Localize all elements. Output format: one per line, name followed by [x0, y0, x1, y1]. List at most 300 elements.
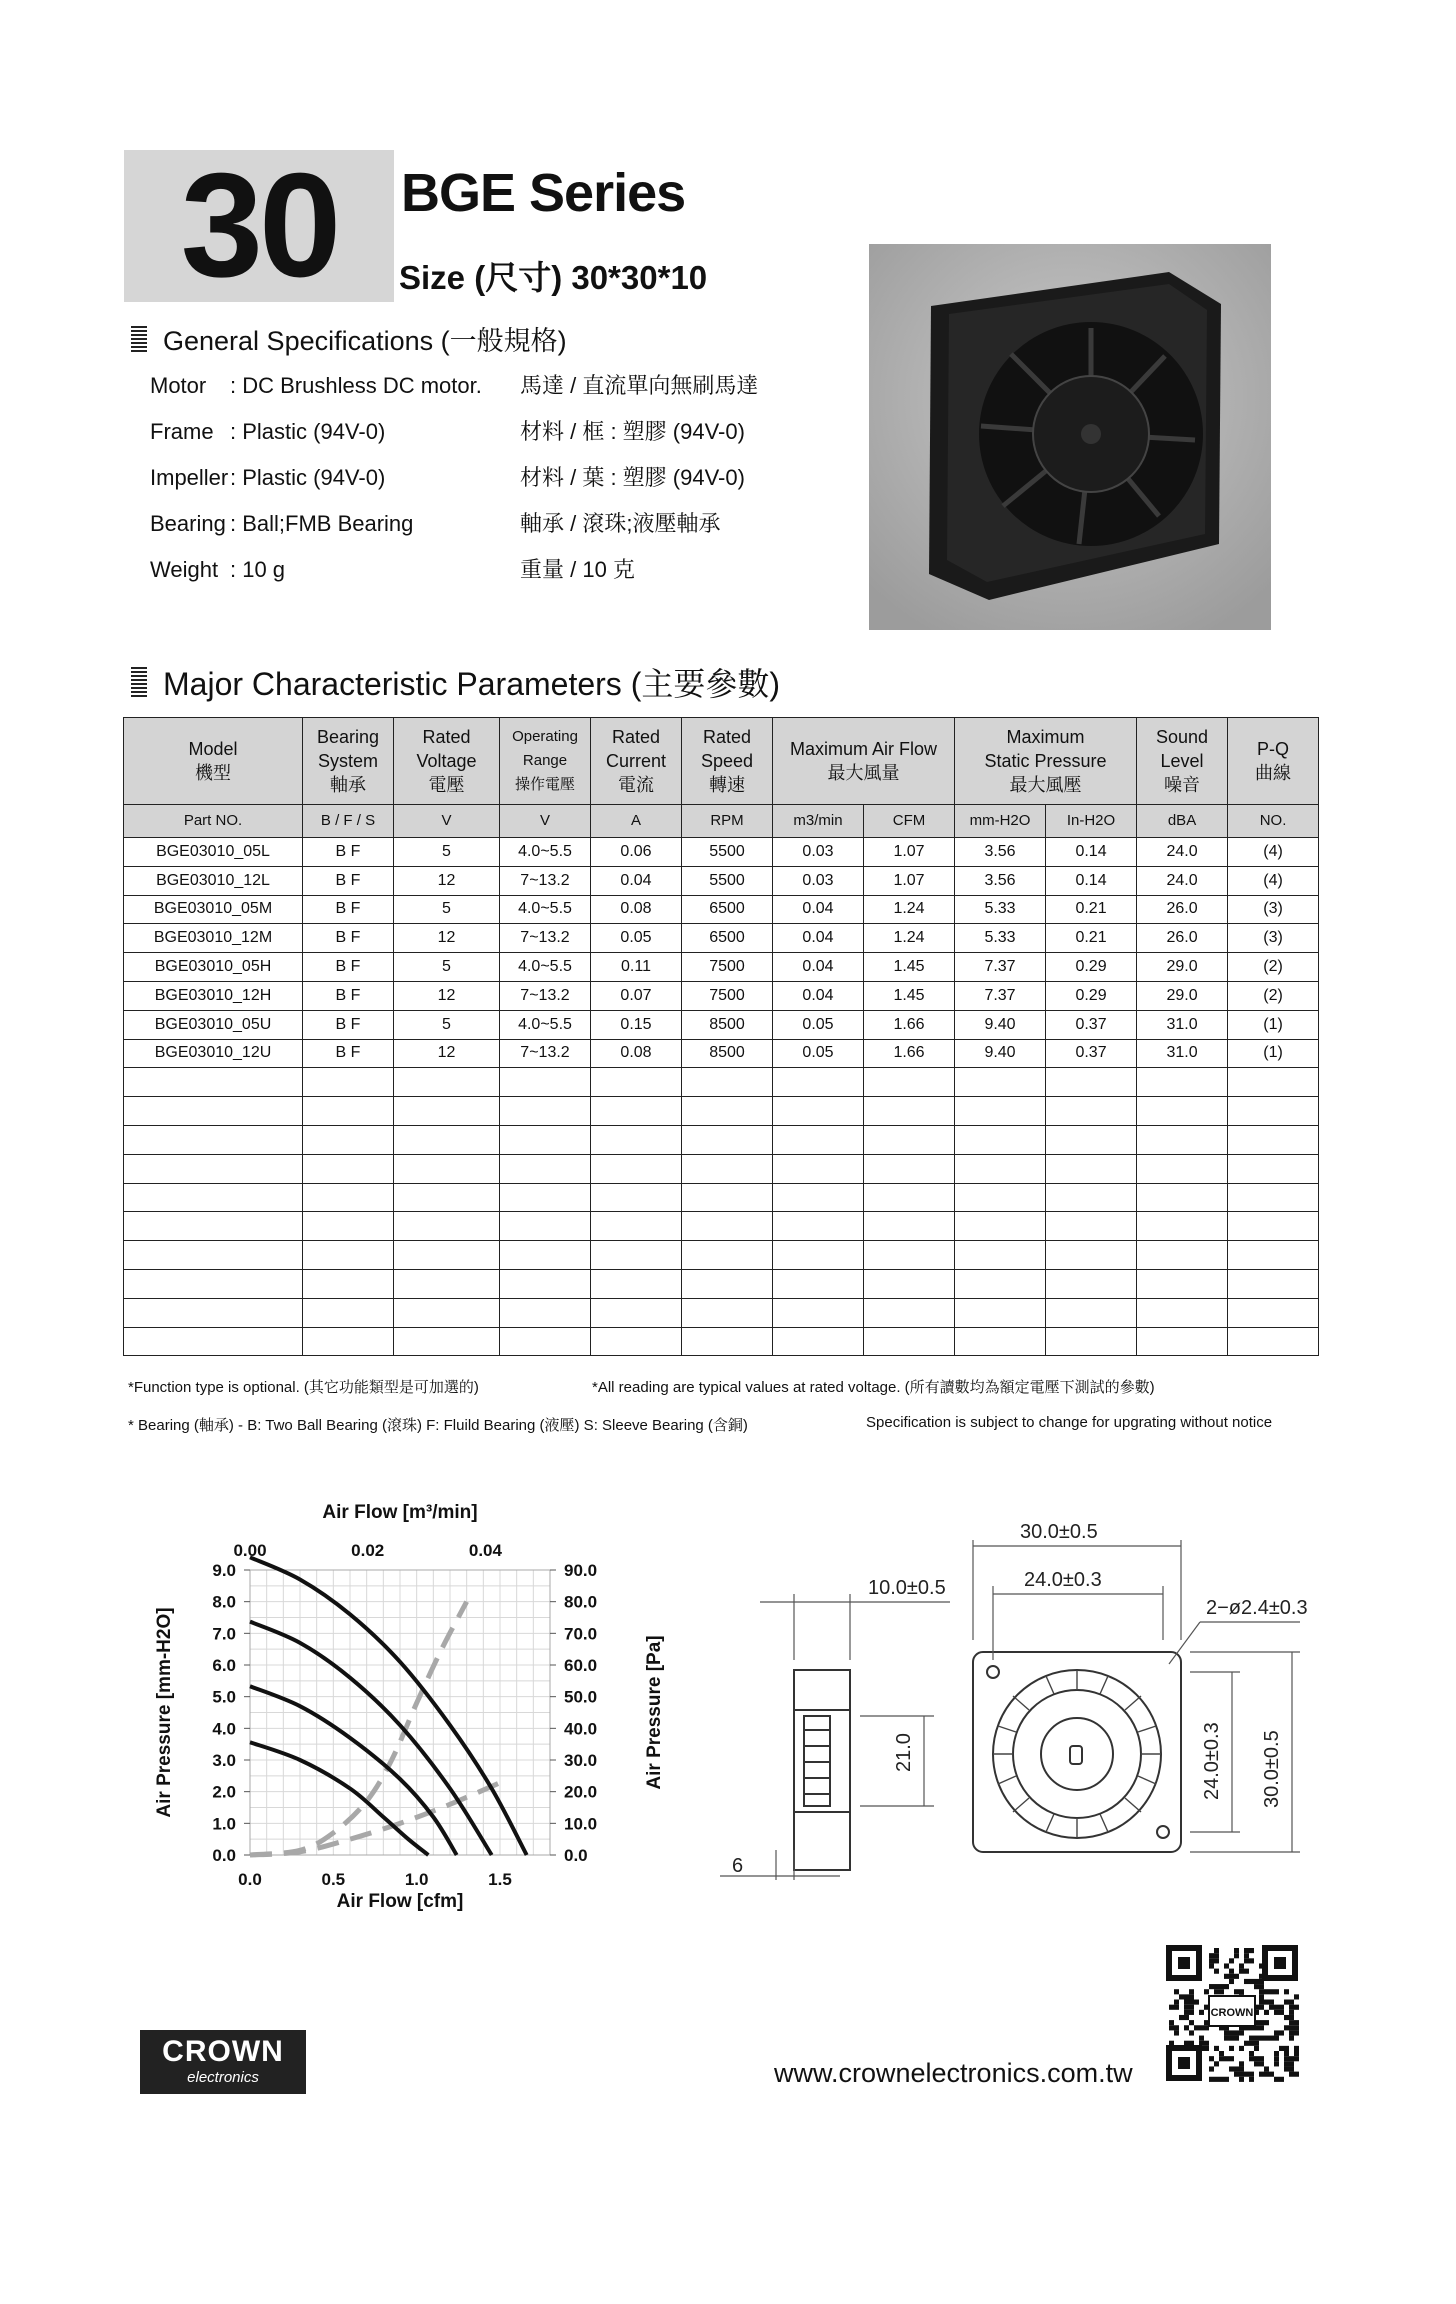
y-tick-label: 8.0 — [212, 1592, 236, 1612]
qr-module — [1294, 2005, 1299, 2010]
empty-cell — [500, 1068, 591, 1097]
section-bullet-icon — [131, 667, 147, 699]
top-tick-label: 0.02 — [351, 1541, 385, 1560]
table-cell: 5 — [394, 1010, 500, 1039]
qr-module — [1189, 1989, 1194, 1994]
qr-module — [1284, 2046, 1289, 2051]
empty-cell — [955, 1068, 1046, 1097]
qr-module — [1269, 2072, 1274, 2077]
qr-module — [1199, 2025, 1204, 2030]
empty-cell — [1228, 1212, 1319, 1241]
table-cell: 5500 — [682, 838, 773, 867]
empty-cell — [303, 1327, 394, 1356]
table-cell: (4) — [1228, 838, 1319, 867]
qr-module — [1214, 1958, 1219, 1963]
empty-cell — [1046, 1097, 1137, 1126]
empty-cell — [303, 1125, 394, 1154]
qr-module — [1259, 2061, 1264, 2066]
qr-module — [1209, 1958, 1214, 1963]
empty-cell — [591, 1125, 682, 1154]
qr-module — [1274, 2036, 1279, 2041]
table-cell: 0.37 — [1046, 1010, 1137, 1039]
y2-axis-label: Air Pressure [Pa] — [644, 1635, 665, 1790]
table-cell: 7~13.2 — [500, 1039, 591, 1068]
qr-label: CROWN — [1210, 2007, 1254, 2019]
qr-module — [1239, 2061, 1244, 2066]
qr-module — [1184, 2015, 1189, 2020]
qr-module — [1279, 2077, 1284, 2082]
y-tick-label: 4.0 — [212, 1719, 236, 1739]
qr-module — [1274, 2056, 1279, 2061]
table-cell: 24.0 — [1137, 866, 1228, 895]
table-cell: 5 — [394, 953, 500, 982]
qr-module — [1274, 2030, 1279, 2035]
table-cell: 5.33 — [955, 924, 1046, 953]
size-number: 30 — [180, 143, 338, 308]
table-cell: 1.24 — [864, 924, 955, 953]
qr-module — [1184, 2010, 1189, 2015]
table-cell: 4.0~5.5 — [500, 895, 591, 924]
table-row — [124, 1010, 1319, 1039]
qr-module — [1264, 2020, 1269, 2025]
empty-cell — [124, 1183, 303, 1212]
table-cell: 0.14 — [1046, 866, 1137, 895]
empty-cell — [1046, 1125, 1137, 1154]
empty-cell — [1228, 1097, 1319, 1126]
empty-table-row — [124, 1269, 1319, 1298]
y-tick-label: 7.0 — [212, 1624, 236, 1644]
qr-module — [1259, 2072, 1264, 2077]
empty-cell — [1137, 1068, 1228, 1097]
qr-module — [1259, 2020, 1264, 2025]
table-row — [124, 838, 1319, 867]
qr-module — [1234, 2072, 1239, 2077]
empty-cell — [500, 1097, 591, 1126]
table-cell: 0.04 — [773, 981, 864, 1010]
empty-cell — [394, 1097, 500, 1126]
empty-cell — [773, 1154, 864, 1183]
empty-cell — [591, 1327, 682, 1356]
qr-module — [1289, 2036, 1294, 2041]
table-cell: 26.0 — [1137, 895, 1228, 924]
table-cell: BGE03010_05L — [124, 838, 303, 867]
qr-module — [1219, 1989, 1224, 1994]
table-cell: 7~13.2 — [500, 924, 591, 953]
table-cell: 6500 — [682, 924, 773, 953]
empty-cell — [394, 1183, 500, 1212]
empty-cell — [591, 1241, 682, 1270]
table-cell: 1.45 — [864, 981, 955, 1010]
empty-cell — [500, 1298, 591, 1327]
empty-cell — [394, 1241, 500, 1270]
empty-cell — [124, 1269, 303, 1298]
qr-module — [1269, 2036, 1274, 2041]
table-cell: (2) — [1228, 981, 1319, 1010]
empty-cell — [773, 1269, 864, 1298]
table-cell: 0.06 — [591, 838, 682, 867]
qr-module — [1264, 2036, 1269, 2041]
empty-cell — [303, 1097, 394, 1126]
qr-module — [1269, 2000, 1274, 2005]
qr-code-icon[interactable] — [1165, 1944, 1299, 2082]
qr-module — [1294, 1994, 1299, 1999]
table-row — [124, 924, 1319, 953]
table-row — [124, 1039, 1319, 1068]
empty-cell — [124, 1327, 303, 1356]
table-cell: 0.05 — [591, 924, 682, 953]
qr-module — [1249, 2051, 1254, 2056]
qr-module — [1219, 2077, 1224, 2082]
empty-cell — [1228, 1241, 1319, 1270]
qr-module — [1229, 1969, 1234, 1974]
table-cell: 4.0~5.5 — [500, 953, 591, 982]
qr-module — [1279, 2010, 1284, 2015]
qr-module — [1194, 2025, 1199, 2030]
table-cell: 8500 — [682, 1010, 773, 1039]
qr-module — [1274, 2051, 1279, 2056]
qr-module — [1239, 1989, 1244, 1994]
qr-module — [1184, 2000, 1189, 2005]
qr-module — [1274, 1989, 1279, 1994]
empty-cell — [303, 1241, 394, 1270]
qr-module — [1209, 2066, 1214, 2071]
qr-module — [1214, 1989, 1219, 1994]
table-cell: 0.21 — [1046, 895, 1137, 924]
dim-side: 6 — [732, 1855, 744, 1877]
website-link[interactable]: www.crownelectronics.com.tw — [774, 2058, 1133, 2088]
empty-cell — [864, 1298, 955, 1327]
spec-row-motor: Motor : DC Brushless DC motor. 馬達 / 直流單向無刷馬達 — [150, 373, 759, 398]
dim-outlet: 21.0 — [893, 1733, 915, 1772]
qr-module — [1284, 2066, 1289, 2071]
table-cell: 7.37 — [955, 981, 1046, 1010]
qr-module — [1184, 1994, 1189, 1999]
qr-module — [1234, 2030, 1239, 2035]
general-spec-heading: General Specifications (一般規格) — [131, 319, 567, 358]
qr-module — [1224, 1984, 1229, 1989]
empty-cell — [682, 1212, 773, 1241]
empty-cell — [500, 1327, 591, 1356]
qr-module — [1289, 2061, 1294, 2066]
qr-module — [1249, 2041, 1254, 2046]
col-voltage: Rated Voltage 電壓 — [394, 718, 500, 805]
table-cell: 31.0 — [1137, 1010, 1228, 1039]
y-tick-label: 6.0 — [212, 1656, 236, 1675]
table-cell: 7~13.2 — [500, 866, 591, 895]
table-cell: 31.0 — [1137, 1039, 1228, 1068]
qr-module — [1244, 1969, 1249, 1974]
y-tick-label: 0.0 — [212, 1846, 236, 1865]
y2-tick-label: 90.0 — [564, 1561, 598, 1580]
qr-module — [1274, 2005, 1279, 2010]
qr-module — [1234, 1974, 1239, 1979]
qr-module — [1219, 1984, 1224, 1989]
table-cell: 0.11 — [591, 953, 682, 982]
qr-module — [1274, 2077, 1279, 2082]
qr-module — [1234, 1953, 1239, 1958]
empty-cell — [1137, 1183, 1228, 1212]
qr-module — [1234, 2066, 1239, 2071]
qr-module — [1289, 2015, 1294, 2020]
empty-cell — [1137, 1327, 1228, 1356]
y-tick-label: 2.0 — [212, 1782, 236, 1802]
qr-module — [1254, 2061, 1259, 2066]
qr-module — [1234, 2036, 1239, 2041]
qr-module — [1249, 2056, 1254, 2061]
top-tick-label: 0.00 — [233, 1541, 267, 1560]
qr-module — [1204, 2041, 1209, 2046]
qr-module — [1294, 2030, 1299, 2035]
table-row — [124, 895, 1319, 924]
bearing-note: * Bearing (軸承) - B: Two Ball Bearing (滾珠) F: Fluild Bearing (液壓) S: Sleeve Bearing (含銅) — [128, 1417, 748, 1434]
empty-cell — [773, 1241, 864, 1270]
qr-module — [1169, 2005, 1174, 2010]
empty-cell — [864, 1097, 955, 1126]
empty-cell — [303, 1068, 394, 1097]
empty-cell — [1046, 1183, 1137, 1212]
empty-cell — [500, 1269, 591, 1298]
qr-module — [1264, 2000, 1269, 2005]
qr-module — [1284, 1989, 1289, 1994]
qr-module — [1284, 2000, 1289, 2005]
qr-module — [1249, 1948, 1254, 1953]
empty-cell — [864, 1327, 955, 1356]
empty-table-row — [124, 1212, 1319, 1241]
table-cell: 7500 — [682, 953, 773, 982]
qr-module — [1189, 1994, 1194, 1999]
spec-row-impeller: Impeller : Plastic (94V-0) 材料 / 葉 : 塑膠 (94V-0) — [150, 465, 745, 490]
qr-module — [1209, 2077, 1214, 2082]
table-cell: 7.37 — [955, 953, 1046, 982]
qr-module — [1254, 1979, 1259, 1984]
qr-module — [1259, 1984, 1264, 1989]
table-cell: B F — [303, 1039, 394, 1068]
qr-module — [1229, 2046, 1234, 2051]
empty-cell — [591, 1269, 682, 1298]
table-cell: B F — [303, 1010, 394, 1039]
empty-cell — [773, 1298, 864, 1327]
qr-module — [1244, 1953, 1249, 1958]
empty-cell — [1228, 1154, 1319, 1183]
empty-cell — [955, 1154, 1046, 1183]
empty-cell — [682, 1097, 773, 1126]
pq-chart — [140, 1470, 700, 1940]
table-cell: B F — [303, 953, 394, 982]
table-cell: BGE03010_12H — [124, 981, 303, 1010]
qr-module — [1199, 2036, 1204, 2041]
x-tick-label: 1.5 — [488, 1870, 512, 1889]
table-cell: 0.04 — [773, 895, 864, 924]
qr-module — [1254, 2041, 1259, 2046]
table-cell: (1) — [1228, 1010, 1319, 1039]
y2-tick-label: 60.0 — [564, 1656, 598, 1675]
table-cell: 6500 — [682, 895, 773, 924]
table-cell: (3) — [1228, 924, 1319, 953]
col-speed: Rated Speed 轉速 — [682, 718, 773, 805]
empty-cell — [955, 1125, 1046, 1154]
pq-series-line — [250, 1622, 492, 1855]
qr-module — [1239, 2066, 1244, 2071]
table-cell: B F — [303, 924, 394, 953]
empty-cell — [1046, 1154, 1137, 1183]
qr-module — [1239, 1969, 1244, 1974]
table-cell: B F — [303, 866, 394, 895]
qr-module — [1294, 2025, 1299, 2030]
table-cell: 5.33 — [955, 895, 1046, 924]
table-cell: BGE03010_05H — [124, 953, 303, 982]
table-cell: BGE03010_05U — [124, 1010, 303, 1039]
empty-table-row — [124, 1154, 1319, 1183]
qr-module — [1214, 1953, 1219, 1958]
table-cell: 4.0~5.5 — [500, 838, 591, 867]
empty-cell — [591, 1212, 682, 1241]
col-current: Rated Current 電流 — [591, 718, 682, 805]
y-axis-label: Air Pressure [mm-H2O] — [154, 1607, 175, 1818]
qr-module — [1244, 2072, 1249, 2077]
y2-tick-label: 0.0 — [564, 1846, 588, 1865]
empty-cell — [1137, 1125, 1228, 1154]
qr-module — [1239, 2072, 1244, 2077]
empty-cell — [500, 1125, 591, 1154]
empty-cell — [394, 1327, 500, 1356]
qr-module — [1214, 2046, 1219, 2051]
empty-cell — [1228, 1125, 1319, 1154]
dim-hole-spacing: 24.0±0.3 — [1024, 1569, 1102, 1591]
table-cell: 12 — [394, 981, 500, 1010]
y2-tick-label: 40.0 — [564, 1719, 598, 1739]
x-tick-label: 0.0 — [238, 1870, 262, 1889]
qr-module — [1229, 2036, 1234, 2041]
empty-cell — [1137, 1212, 1228, 1241]
table-cell: 1.66 — [864, 1039, 955, 1068]
empty-cell — [682, 1068, 773, 1097]
series-title: BGE Series — [401, 163, 686, 223]
qr-module — [1209, 1963, 1214, 1968]
empty-cell — [1046, 1327, 1137, 1356]
qr-module — [1259, 2005, 1264, 2010]
table-cell: 0.04 — [773, 953, 864, 982]
qr-module — [1189, 2000, 1194, 2005]
empty-cell — [394, 1269, 500, 1298]
qr-module — [1279, 2005, 1284, 2010]
qr-module — [1229, 1958, 1234, 1963]
empty-cell — [864, 1269, 955, 1298]
qr-module — [1179, 1994, 1184, 1999]
qr-module — [1174, 2025, 1179, 2030]
qr-module — [1244, 1979, 1249, 1984]
qr-module — [1224, 1974, 1229, 1979]
empty-cell — [394, 1068, 500, 1097]
table-cell: 3.56 — [955, 866, 1046, 895]
empty-table-row — [124, 1097, 1319, 1126]
empty-cell — [1046, 1298, 1137, 1327]
empty-cell — [864, 1125, 955, 1154]
qr-module — [1289, 2066, 1294, 2071]
table-cell: BGE03010_12L — [124, 866, 303, 895]
table-cell: 0.21 — [1046, 924, 1137, 953]
qr-module — [1289, 2072, 1294, 2077]
table-cell: 7~13.2 — [500, 981, 591, 1010]
empty-cell — [955, 1097, 1046, 1126]
empty-cell — [500, 1154, 591, 1183]
col-airflow: Maximum Air Flow 最大風量 — [773, 718, 955, 805]
qr-module — [1179, 2015, 1184, 2020]
qr-module — [1249, 2072, 1254, 2077]
qr-module — [1224, 2056, 1229, 2061]
qr-module — [1214, 1969, 1219, 1974]
table-cell: 8500 — [682, 1039, 773, 1068]
section-bullet-icon — [131, 326, 147, 354]
table-cell: 5500 — [682, 866, 773, 895]
empty-cell — [303, 1298, 394, 1327]
table-cell: 26.0 — [1137, 924, 1228, 953]
col-bearing: Bearing System 軸承 — [303, 718, 394, 805]
qr-module — [1294, 2046, 1299, 2051]
empty-cell — [124, 1097, 303, 1126]
qr-module — [1264, 1989, 1269, 1994]
empty-cell — [955, 1269, 1046, 1298]
empty-cell — [682, 1125, 773, 1154]
table-cell: 0.03 — [773, 838, 864, 867]
empty-cell — [1228, 1068, 1319, 1097]
qr-module — [1174, 2030, 1179, 2035]
empty-cell — [124, 1241, 303, 1270]
empty-cell — [394, 1125, 500, 1154]
empty-cell — [773, 1327, 864, 1356]
empty-cell — [682, 1154, 773, 1183]
qr-module — [1229, 2056, 1234, 2061]
mount-hole-bottom — [1157, 1826, 1169, 1838]
dimension-drawing — [720, 1510, 1320, 1880]
col-pq: P-Q 曲線 — [1228, 718, 1319, 805]
qr-module — [1264, 2072, 1269, 2077]
table-cell: 0.07 — [591, 981, 682, 1010]
qr-module — [1289, 2000, 1294, 2005]
table-cell: 0.08 — [591, 895, 682, 924]
table-row — [124, 981, 1319, 1010]
empty-cell — [303, 1183, 394, 1212]
empty-cell — [394, 1212, 500, 1241]
table-cell: BGE03010_12M — [124, 924, 303, 953]
qr-module — [1184, 2005, 1189, 2010]
qr-module — [1214, 2061, 1219, 2066]
empty-cell — [773, 1125, 864, 1154]
y-tick-label: 5.0 — [212, 1687, 236, 1707]
qr-module — [1244, 1948, 1249, 1953]
y2-tick-label: 20.0 — [564, 1782, 598, 1802]
qr-module — [1259, 2056, 1264, 2061]
qr-module — [1239, 1963, 1244, 1968]
table-unit-row: Part NO. B / F / S V V A RPM m3/min CFM mm-H2O In-H2O dBA NO. — [124, 805, 1319, 838]
product-photo — [869, 244, 1271, 630]
empty-cell — [955, 1183, 1046, 1212]
front-view-impeller-ring — [993, 1670, 1161, 1838]
table-cell: 4.0~5.5 — [500, 1010, 591, 1039]
empty-cell — [500, 1183, 591, 1212]
empty-cell — [1137, 1241, 1228, 1270]
qr-module — [1224, 1963, 1229, 1968]
qr-module — [1219, 2051, 1224, 2056]
y-tick-label: 1.0 — [212, 1814, 236, 1834]
side-view-body — [794, 1670, 850, 1870]
empty-cell — [1137, 1154, 1228, 1183]
qr-module — [1229, 1979, 1234, 1984]
empty-cell — [1046, 1212, 1137, 1241]
qr-module — [1214, 1948, 1219, 1953]
empty-table-row — [124, 1068, 1319, 1097]
empty-cell — [682, 1269, 773, 1298]
qr-module — [1209, 2056, 1214, 2061]
